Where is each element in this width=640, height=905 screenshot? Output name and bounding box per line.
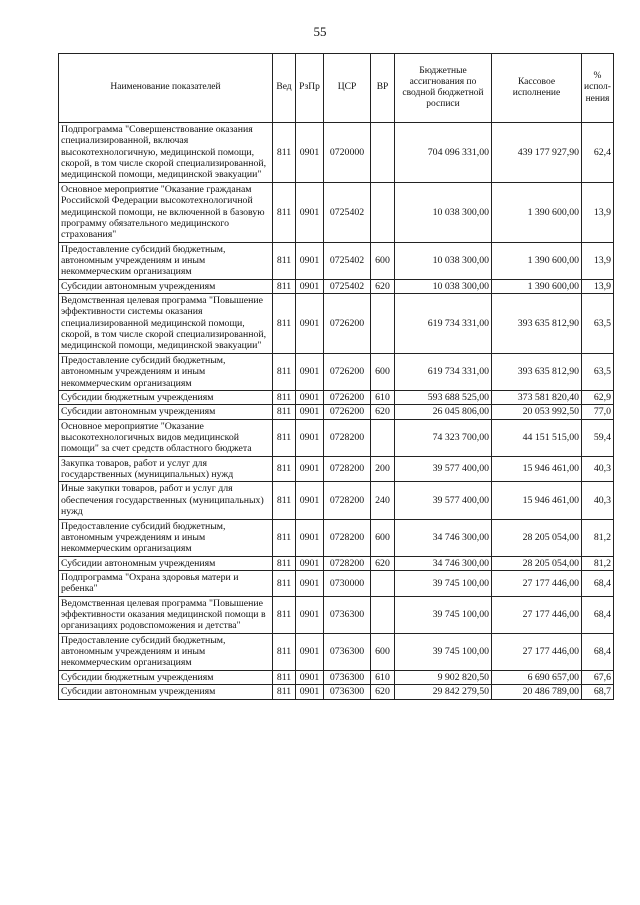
row-csr: 0726200: [324, 353, 371, 390]
row-assignments: 26 045 806,00: [395, 405, 492, 419]
row-percent: 59,4: [582, 419, 614, 456]
row-csr: 0736300: [324, 596, 371, 633]
row-cash: 393 635 812,90: [492, 294, 582, 354]
row-name: Основное мероприятие "Оказание высокотехнологичных видов медицинской помощи" за счет средств областного бюджета: [59, 419, 273, 456]
row-csr: 0726200: [324, 405, 371, 419]
table-row: [59, 123, 614, 183]
row-name: Предоставление субсидий бюджетным, автономным учреждениям и иным некоммерческим организациям: [59, 519, 273, 556]
row-csr: 0730000: [324, 570, 371, 596]
row-assignments: 704 096 331,00: [395, 123, 492, 183]
row-name: Предоставление субсидий бюджетным, автономным учреждениям и иным некоммерческим организациям: [59, 633, 273, 670]
row-name: Ведомственная целевая программа "Повышение эффективности системы оказания специализированной медицинской помощи, скорой, в том числе скорой специализированной, медицинской помощи, медицинской эвакуации": [59, 294, 273, 354]
row-rzpr: 0901: [296, 182, 324, 242]
row-assignments: 619 734 331,00: [395, 294, 492, 354]
row-csr: 0736300: [324, 670, 371, 684]
row-name: Предоставление субсидий бюджетным, автономным учреждениям и иным некоммерческим организациям: [59, 242, 273, 279]
table-row: [59, 556, 614, 570]
row-cash: 1 390 600,00: [492, 242, 582, 279]
row-ved: 811: [273, 419, 296, 456]
row-name: Подпрограмма "Охрана здоровья матери и ребенка": [59, 570, 273, 596]
row-assignments: 39 577 400,00: [395, 482, 492, 519]
row-percent: 40,3: [582, 456, 614, 482]
row-assignments: 10 038 300,00: [395, 182, 492, 242]
row-ved: 811: [273, 556, 296, 570]
row-csr: 0725402: [324, 279, 371, 293]
row-csr: 0726200: [324, 294, 371, 354]
table-header-row: [59, 54, 614, 123]
row-ved: 811: [273, 279, 296, 293]
row-name: Иные закупки товаров, работ и услуг для обеспечения государственных (муниципальных) нужд: [59, 482, 273, 519]
header-assignments: Бюджетные ассигнования по сводной бюджетной росписи: [395, 54, 492, 123]
row-name: Предоставление субсидий бюджетным, автономным учреждениям и иным некоммерческим организациям: [59, 353, 273, 390]
row-name: Субсидии бюджетным учреждениям: [59, 390, 273, 404]
row-vr: [371, 123, 395, 183]
row-cash: 28 205 054,00: [492, 556, 582, 570]
table-row: [59, 353, 614, 390]
table-row: [59, 182, 614, 242]
row-ved: 811: [273, 353, 296, 390]
row-ved: 811: [273, 570, 296, 596]
table-row: [59, 482, 614, 519]
row-percent: 81,2: [582, 556, 614, 570]
row-percent: 13,9: [582, 242, 614, 279]
row-name: Субсидии автономным учреждениям: [59, 556, 273, 570]
row-vr: [371, 294, 395, 354]
row-percent: 68,4: [582, 596, 614, 633]
row-csr: 0725402: [324, 242, 371, 279]
row-csr: 0728200: [324, 519, 371, 556]
budget-table: [58, 53, 614, 700]
table-row: [59, 294, 614, 354]
page-number: 55: [313, 24, 327, 39]
row-csr: 0728200: [324, 419, 371, 456]
row-assignments: 39 745 100,00: [395, 633, 492, 670]
row-vr: [371, 570, 395, 596]
row-cash: 28 205 054,00: [492, 519, 582, 556]
row-cash: 20 053 992,50: [492, 405, 582, 419]
row-ved: 811: [273, 482, 296, 519]
row-vr: [371, 419, 395, 456]
row-ved: 811: [273, 294, 296, 354]
header-percent: % испол-нения: [582, 54, 614, 123]
row-name: Субсидии автономным учреждениям: [59, 279, 273, 293]
row-csr: 0728200: [324, 482, 371, 519]
row-ved: 811: [273, 405, 296, 419]
row-vr: 620: [371, 685, 395, 699]
header-ved: Вед: [273, 54, 296, 123]
row-percent: 81,2: [582, 519, 614, 556]
row-ved: 811: [273, 633, 296, 670]
row-vr: 620: [371, 279, 395, 293]
row-assignments: 39 745 100,00: [395, 570, 492, 596]
row-name: Закупка товаров, работ и услуг для государственных (муниципальных) нужд: [59, 456, 273, 482]
row-assignments: 29 842 279,50: [395, 685, 492, 699]
row-rzpr: 0901: [296, 405, 324, 419]
row-rzpr: 0901: [296, 685, 324, 699]
row-csr: 0736300: [324, 685, 371, 699]
row-assignments: 39 745 100,00: [395, 596, 492, 633]
row-percent: 67,6: [582, 670, 614, 684]
header-vr: ВР: [371, 54, 395, 123]
row-name: Подпрограмма "Совершенствование оказания специализированной, включая высокотехнологичную, медицинской помощи, скорой, в том числе скорой специализированной, медицинской помощи, медицинской эвакуации": [59, 123, 273, 183]
table-row: [59, 519, 614, 556]
row-vr: 620: [371, 556, 395, 570]
row-percent: 68,4: [582, 633, 614, 670]
row-percent: 62,4: [582, 123, 614, 183]
row-cash: 15 946 461,00: [492, 482, 582, 519]
table-row: [59, 279, 614, 293]
row-ved: 811: [273, 182, 296, 242]
row-cash: 27 177 446,00: [492, 633, 582, 670]
row-rzpr: 0901: [296, 353, 324, 390]
row-name: Ведомственная целевая программа "Повышение эффективности оказания медицинской помощи в организациях родовспоможения и детства": [59, 596, 273, 633]
table-row: [59, 570, 614, 596]
table-row: [59, 670, 614, 684]
row-name: Субсидии бюджетным учреждениям: [59, 670, 273, 684]
row-rzpr: 0901: [296, 482, 324, 519]
row-vr: 240: [371, 482, 395, 519]
row-percent: 13,9: [582, 279, 614, 293]
row-vr: [371, 596, 395, 633]
row-name: Основное мероприятие "Оказание гражданам Российской Федерации высокотехнологичной медицинской помощи, не включенной в базовую программу обязательного медицинского страхования": [59, 182, 273, 242]
row-name: Субсидии автономным учреждениям: [59, 685, 273, 699]
row-vr: [371, 182, 395, 242]
row-assignments: 74 323 700,00: [395, 419, 492, 456]
row-rzpr: 0901: [296, 294, 324, 354]
row-cash: 439 177 927,90: [492, 123, 582, 183]
row-rzpr: 0901: [296, 279, 324, 293]
row-assignments: 10 038 300,00: [395, 242, 492, 279]
row-cash: 15 946 461,00: [492, 456, 582, 482]
row-vr: 610: [371, 670, 395, 684]
row-csr: 0728200: [324, 456, 371, 482]
row-csr: 0728200: [324, 556, 371, 570]
row-percent: 63,5: [582, 353, 614, 390]
row-vr: 600: [371, 242, 395, 279]
row-cash: 6 690 657,00: [492, 670, 582, 684]
row-vr: 600: [371, 633, 395, 670]
row-rzpr: 0901: [296, 419, 324, 456]
row-rzpr: 0901: [296, 633, 324, 670]
row-percent: 62,9: [582, 390, 614, 404]
row-cash: 1 390 600,00: [492, 182, 582, 242]
row-rzpr: 0901: [296, 556, 324, 570]
row-ved: 811: [273, 519, 296, 556]
row-rzpr: 0901: [296, 596, 324, 633]
header-csr: ЦСР: [324, 54, 371, 123]
row-rzpr: 0901: [296, 670, 324, 684]
row-csr: 0736300: [324, 633, 371, 670]
header-name: Наименование показателей: [59, 54, 273, 123]
row-ved: 811: [273, 390, 296, 404]
row-vr: 600: [371, 519, 395, 556]
row-cash: 27 177 446,00: [492, 570, 582, 596]
table-row: [59, 390, 614, 404]
row-cash: 44 151 515,00: [492, 419, 582, 456]
row-cash: 393 635 812,90: [492, 353, 582, 390]
row-vr: 600: [371, 353, 395, 390]
row-assignments: 34 746 300,00: [395, 519, 492, 556]
row-ved: 811: [273, 685, 296, 699]
row-csr: 0720000: [324, 123, 371, 183]
row-percent: 77,0: [582, 405, 614, 419]
row-rzpr: 0901: [296, 519, 324, 556]
row-cash: 27 177 446,00: [492, 596, 582, 633]
row-percent: 13,9: [582, 182, 614, 242]
table-row: [59, 242, 614, 279]
row-rzpr: 0901: [296, 456, 324, 482]
table-row: [59, 633, 614, 670]
row-ved: 811: [273, 242, 296, 279]
row-rzpr: 0901: [296, 390, 324, 404]
row-rzpr: 0901: [296, 570, 324, 596]
table-row: [59, 596, 614, 633]
row-percent: 63,5: [582, 294, 614, 354]
row-ved: 811: [273, 596, 296, 633]
table-row: [59, 419, 614, 456]
row-assignments: 34 746 300,00: [395, 556, 492, 570]
row-name: Субсидии автономным учреждениям: [59, 405, 273, 419]
row-percent: 40,3: [582, 482, 614, 519]
row-assignments: 619 734 331,00: [395, 353, 492, 390]
row-assignments: 9 902 820,50: [395, 670, 492, 684]
row-assignments: 39 577 400,00: [395, 456, 492, 482]
row-ved: 811: [273, 123, 296, 183]
row-ved: 811: [273, 456, 296, 482]
row-rzpr: 0901: [296, 242, 324, 279]
row-ved: 811: [273, 670, 296, 684]
row-percent: 68,4: [582, 570, 614, 596]
header-rzpr: РзПр: [296, 54, 324, 123]
row-vr: 610: [371, 390, 395, 404]
table-row: [59, 405, 614, 419]
row-csr: 0725402: [324, 182, 371, 242]
table-row: [59, 685, 614, 699]
row-csr: 0726200: [324, 390, 371, 404]
row-cash: 373 581 820,40: [492, 390, 582, 404]
row-rzpr: 0901: [296, 123, 324, 183]
row-vr: 620: [371, 405, 395, 419]
row-vr: 200: [371, 456, 395, 482]
row-percent: 68,7: [582, 685, 614, 699]
header-cash-execution: Кассовое исполнение: [492, 54, 582, 123]
row-cash: 1 390 600,00: [492, 279, 582, 293]
row-cash: 20 486 789,00: [492, 685, 582, 699]
row-assignments: 10 038 300,00: [395, 279, 492, 293]
row-assignments: 593 688 525,00: [395, 390, 492, 404]
table-row: [59, 456, 614, 482]
